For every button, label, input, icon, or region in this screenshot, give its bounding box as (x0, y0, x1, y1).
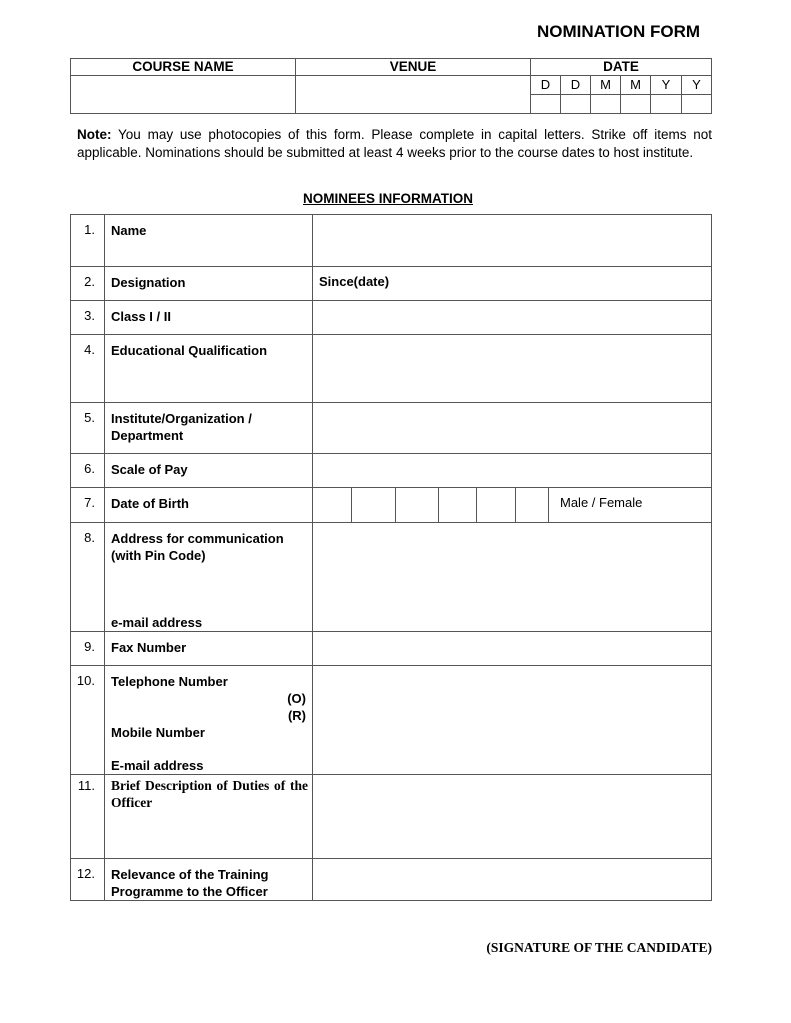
date-box[interactable] (531, 95, 561, 114)
date-label-day: D (561, 76, 591, 95)
row-number: 2. (71, 267, 105, 301)
row-number: 1. (71, 215, 105, 267)
dob-divider (438, 488, 439, 522)
row-number: 3. (71, 301, 105, 335)
venue-field[interactable] (296, 76, 531, 114)
row-label (105, 523, 313, 632)
row-label: Brief Description of Duties of the Officer (105, 775, 313, 859)
row-duties (71, 775, 712, 859)
row-designation (71, 267, 712, 301)
row-number: 4. (71, 335, 105, 403)
row-class (71, 301, 712, 335)
row-label: Relevance of the Training Programme to the Officer (105, 859, 313, 901)
telephone-field[interactable] (313, 666, 712, 775)
row-telephone (71, 666, 712, 775)
date-label-month: M (621, 76, 651, 95)
date-box[interactable] (591, 95, 621, 114)
address-field[interactable] (313, 523, 712, 632)
dob-field[interactable] (313, 488, 712, 523)
dob-divider (476, 488, 477, 522)
date-label-year: Y (651, 76, 682, 95)
since-date-label: Since(date) (319, 274, 390, 289)
pay-scale-field[interactable] (313, 454, 712, 488)
row-fax (71, 632, 712, 666)
course-header-table (70, 58, 712, 114)
office-label: (O) (287, 691, 306, 706)
row-address (71, 523, 712, 632)
dob-divider (548, 488, 549, 522)
class-field[interactable] (313, 301, 712, 335)
date-box[interactable] (682, 95, 712, 114)
row-institute (71, 403, 712, 454)
row-label (105, 666, 313, 775)
row-number: 12. (71, 859, 105, 901)
row-pay-scale (71, 454, 712, 488)
section-title: NOMINEES INFORMATION (303, 191, 473, 206)
date-label-month: M (591, 76, 621, 95)
row-label: Class I / II (105, 301, 313, 335)
relevance-field[interactable] (313, 859, 712, 901)
gender-option[interactable]: Male / Female (560, 495, 643, 510)
mobile-label: Mobile Number (111, 725, 205, 740)
venue-header: VENUE (296, 59, 531, 76)
note-text: You may use photocopies of this form. Please complete in capital letters. Strike off items not applicable. Nominations should be submitted at least 4 weeks prior to the course dates to host institute. (77, 127, 712, 160)
row-relevance (71, 859, 712, 901)
date-label-day: D (531, 76, 561, 95)
email-sublabel: e-mail address (111, 615, 203, 630)
row-number: 9. (71, 632, 105, 666)
row-number: 6. (71, 454, 105, 488)
course-name-header: COURSE NAME (71, 59, 296, 76)
row-education (71, 335, 712, 403)
residence-label: (R) (287, 708, 306, 723)
education-field[interactable] (313, 335, 712, 403)
address-label: Address for communication (with Pin Code) (111, 531, 284, 563)
row-label: Designation (105, 267, 313, 301)
row-label: Institute/Organization / Department (105, 403, 313, 454)
dob-boxes (319, 495, 705, 522)
row-label: Date of Birth (105, 488, 313, 523)
date-box[interactable] (621, 95, 651, 114)
fax-field[interactable] (313, 632, 712, 666)
row-number: 7. (71, 488, 105, 523)
row-label: Fax Number (105, 632, 313, 666)
row-number: 11. (71, 775, 105, 859)
course-name-field[interactable] (71, 76, 296, 114)
dob-divider (395, 488, 396, 522)
row-dob (71, 488, 712, 523)
signature-label: (SIGNATURE OF THE CANDIDATE) (486, 940, 712, 955)
note-label: Note: (77, 127, 112, 142)
date-label-year: Y (682, 76, 712, 95)
designation-field[interactable] (313, 267, 712, 301)
dob-divider (515, 488, 516, 522)
form-title: NOMINATION FORM (537, 22, 701, 41)
row-label: Name (105, 215, 313, 267)
date-box[interactable] (651, 95, 682, 114)
email-label: E-mail address (111, 758, 204, 773)
date-header: DATE (531, 59, 712, 76)
row-name (71, 215, 712, 267)
nominee-table (70, 214, 712, 901)
row-label: Scale of Pay (105, 454, 313, 488)
telephone-label: Telephone Number (111, 674, 228, 689)
row-number: 8. (71, 523, 105, 632)
dob-divider (351, 488, 352, 522)
note-paragraph (77, 126, 712, 162)
row-label: Educational Qualification (105, 335, 313, 403)
date-box[interactable] (561, 95, 591, 114)
row-number: 5. (71, 403, 105, 454)
duties-field[interactable] (313, 775, 712, 859)
name-field[interactable] (313, 215, 712, 267)
row-number: 10. (71, 666, 105, 775)
institute-field[interactable] (313, 403, 712, 454)
